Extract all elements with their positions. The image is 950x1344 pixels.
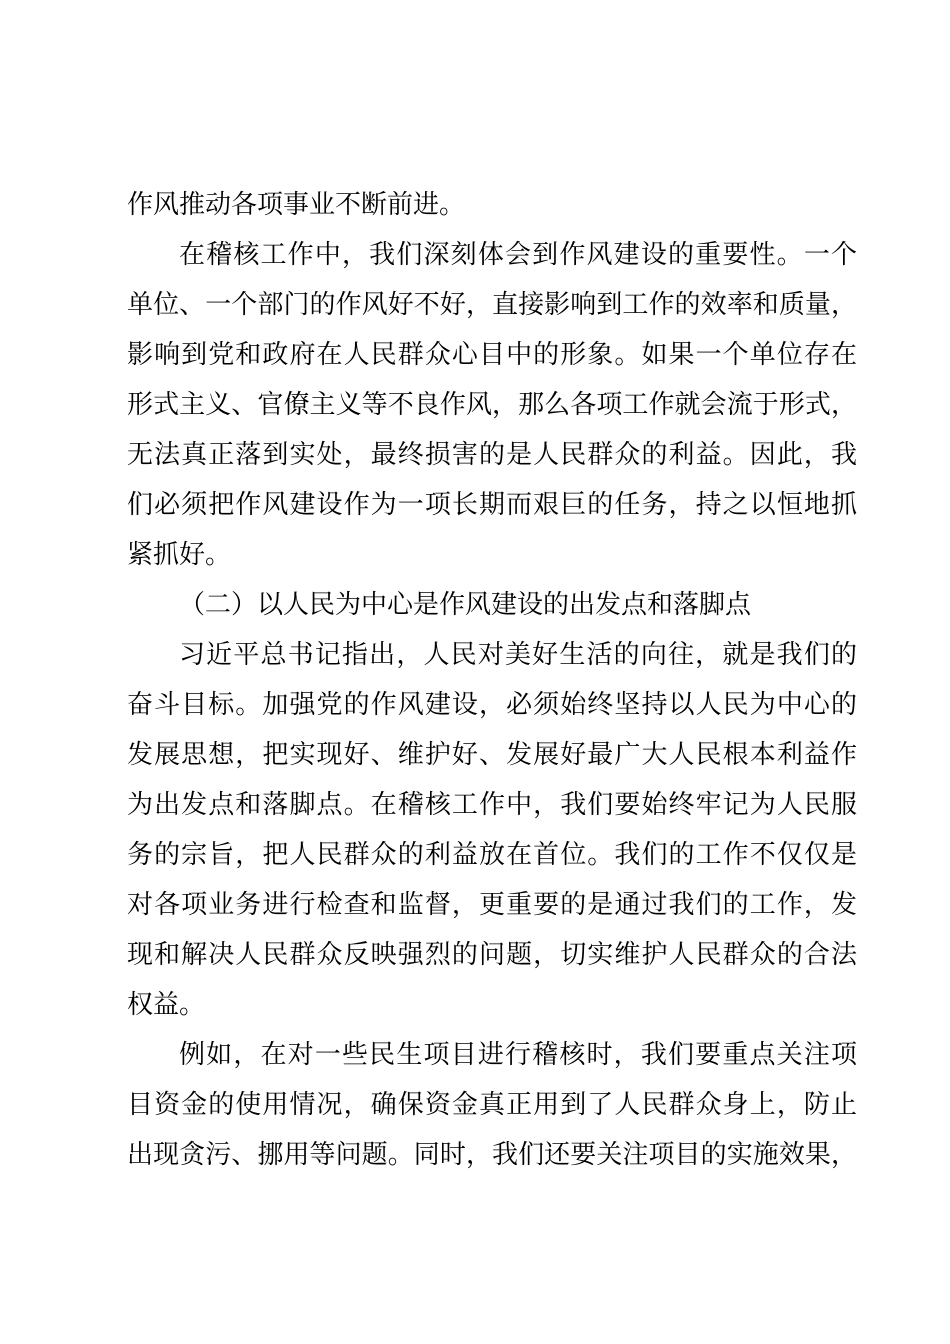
paragraph-line: 为出发点和落脚点。在稽核工作中，我们要始终牢记为人民服 (127, 790, 857, 820)
paragraph-line: 无法真正落到实处，最终损害的是人民群众的利益。因此，我 (127, 440, 857, 470)
paragraph-line: 权益。 (127, 990, 206, 1020)
paragraph-line: 形式主义、官僚主义等不良作风，那么各项工作就会流于形式， (127, 390, 857, 420)
paragraph-line: 现和解决人民群众反映强烈的问题，切实维护人民群众的合法 (127, 940, 857, 970)
paragraph-line: 务的宗旨，把人民群众的利益放在首位。我们的工作不仅仅是 (127, 840, 857, 870)
paragraph-line: 目资金的使用情况，确保资金真正用到了人民群众身上，防止 (127, 1090, 857, 1120)
paragraph-line: 影响到党和政府在人民群众心目中的形象。如果一个单位存在 (127, 340, 857, 370)
paragraph-line: 们必须把作风建设作为一项长期而艰巨的任务，持之以恒地抓 (127, 490, 857, 520)
paragraph-first-line: 习近平总书记指出，人民对美好生活的向往，就是我们的 (179, 640, 857, 670)
paragraph-line: 对各项业务进行检查和监督，更重要的是通过我们的工作，发 (127, 890, 857, 920)
paragraph-line: 单位、一个部门的作风好不好，直接影响到工作的效率和质量， (127, 290, 857, 320)
paragraph-line: 发展思想，把实现好、维护好、发展好最广大人民根本利益作 (127, 740, 857, 770)
paragraph-line: 作风推动各项事业不断前进。 (127, 190, 466, 220)
paragraph-line: 奋斗目标。加强党的作风建设，必须始终坚持以人民为中心的 (127, 690, 857, 720)
paragraph-first-line: 在稽核工作中，我们深刻体会到作风建设的重要性。一个 (179, 240, 857, 270)
paragraph-first-line: 例如，在对一些民生项目进行稽核时，我们要重点关注项 (179, 1040, 857, 1070)
paragraph-line: 紧抓好。 (127, 540, 232, 570)
paragraph-line: 出现贪污、挪用等问题。同时，我们还要关注项目的实施效果， (127, 1140, 857, 1170)
section-heading: （二）以人民为中心是作风建设的出发点和落脚点 (179, 590, 752, 620)
